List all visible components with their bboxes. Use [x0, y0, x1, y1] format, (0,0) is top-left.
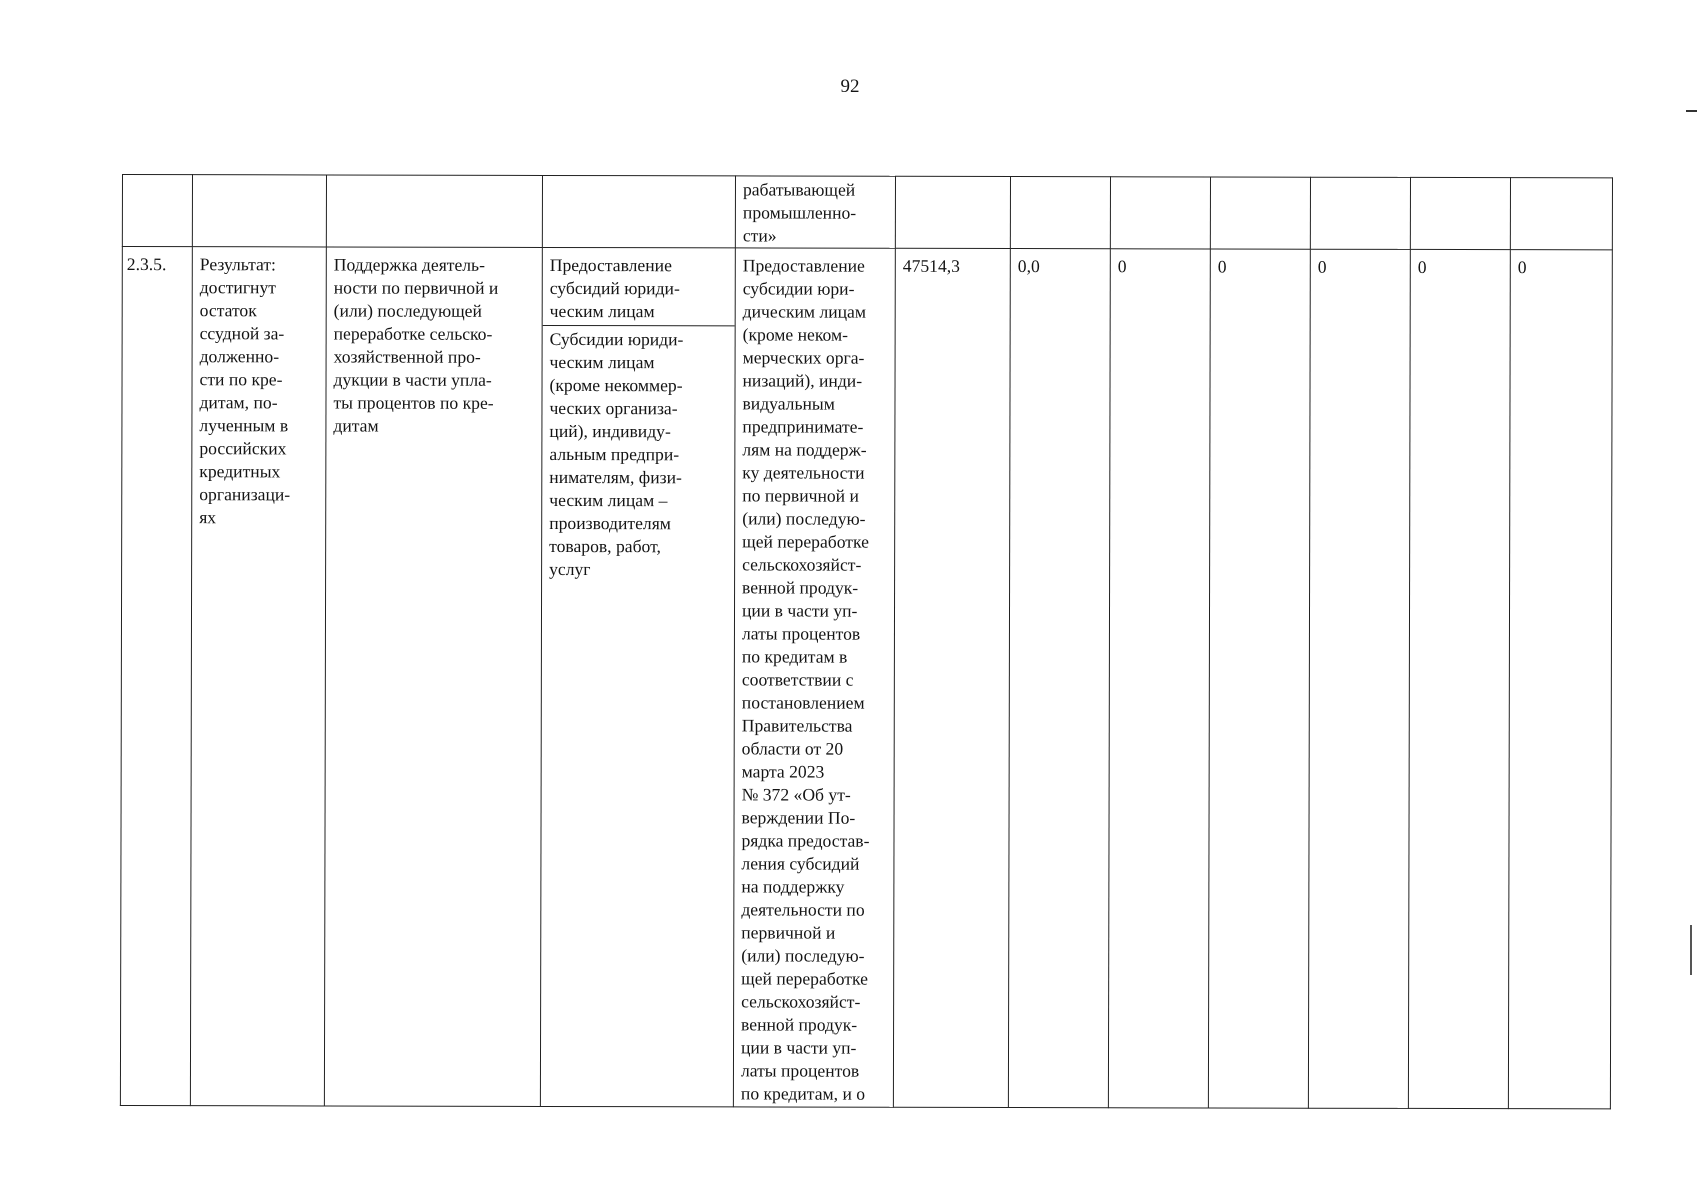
value-cell-5: 0 — [1308, 249, 1410, 1108]
subsidy-recipients: Субсидии юриди- ческим лицам (кроме некоммер- ческих организа- ций), индивиду- альным предпри- нимателям, физи- ческим лицам – производителям товаров, работ, услуг — [549, 328, 684, 580]
value-cell-2: 0,0 — [1008, 249, 1110, 1108]
row-number: 2.3.5. — [120, 247, 192, 1106]
scan-mark — [1690, 925, 1692, 975]
scan-mark — [1686, 110, 1697, 112]
cell-empty — [1510, 178, 1612, 250]
cell-empty — [542, 175, 735, 247]
cell-empty — [1210, 177, 1310, 249]
subsidy-type-cell — [540, 247, 735, 1106]
support-cell: Поддержка деятель- ности по первичной и (или) последующей переработке сельско- хозяйственной про- дукции в части упла- ты процентов по кре- дитам — [324, 247, 542, 1106]
value-cell-1: 47514,3 — [893, 248, 1010, 1107]
cell-empty — [1410, 177, 1510, 249]
page-number: 92 — [840, 76, 860, 97]
cell-empty — [1010, 177, 1110, 249]
cell-empty — [192, 175, 326, 247]
subsidy-table — [120, 174, 1613, 1109]
cell-empty — [326, 175, 542, 247]
table-row-continuation — [122, 175, 1612, 250]
value-cell-6: 0 — [1408, 249, 1510, 1108]
cell-empty — [1110, 177, 1210, 249]
value-cell-3: 0 — [1108, 249, 1210, 1108]
cell-empty — [895, 176, 1010, 248]
result-cell: Результат: достигнут остаток ссудной за- долженно- сти по кре- дитам, по- лученным в российских кредитных организаци- ях — [190, 247, 326, 1106]
value-cell-4: 0 — [1208, 249, 1310, 1108]
description-cell: Предоставление субсидии юри- дическим лицам (кроме неком- мерческих орга- низаций), инди- видуальным предпринимате- лям на поддерж- ку деятельности по первичной и (или) последую- щей переработке сельскохозяйст- венной продук- ции в части уп- латы процентов по кредитам в соответствии с постановлением Правительства области от 20 марта 2023 № 372 «Об ут- верждении По- рядка предостав- ления субсидий на поддержку деятельности по первичной и (или) последую- щей переработке сельскохозяйст- венной продук- ции в части уп- латы процентов по кредитам, и о — [733, 248, 895, 1107]
cell-empty — [122, 175, 192, 247]
cell-continued-text: рабатывающей промышленно- сти» — [735, 176, 895, 248]
table-row — [120, 247, 1612, 1109]
cell-empty — [1310, 177, 1410, 249]
value-cell-7: 0 — [1508, 250, 1612, 1109]
subsidy-type-title: Предоставление субсидий юриди- ческим лицам — [543, 254, 735, 326]
